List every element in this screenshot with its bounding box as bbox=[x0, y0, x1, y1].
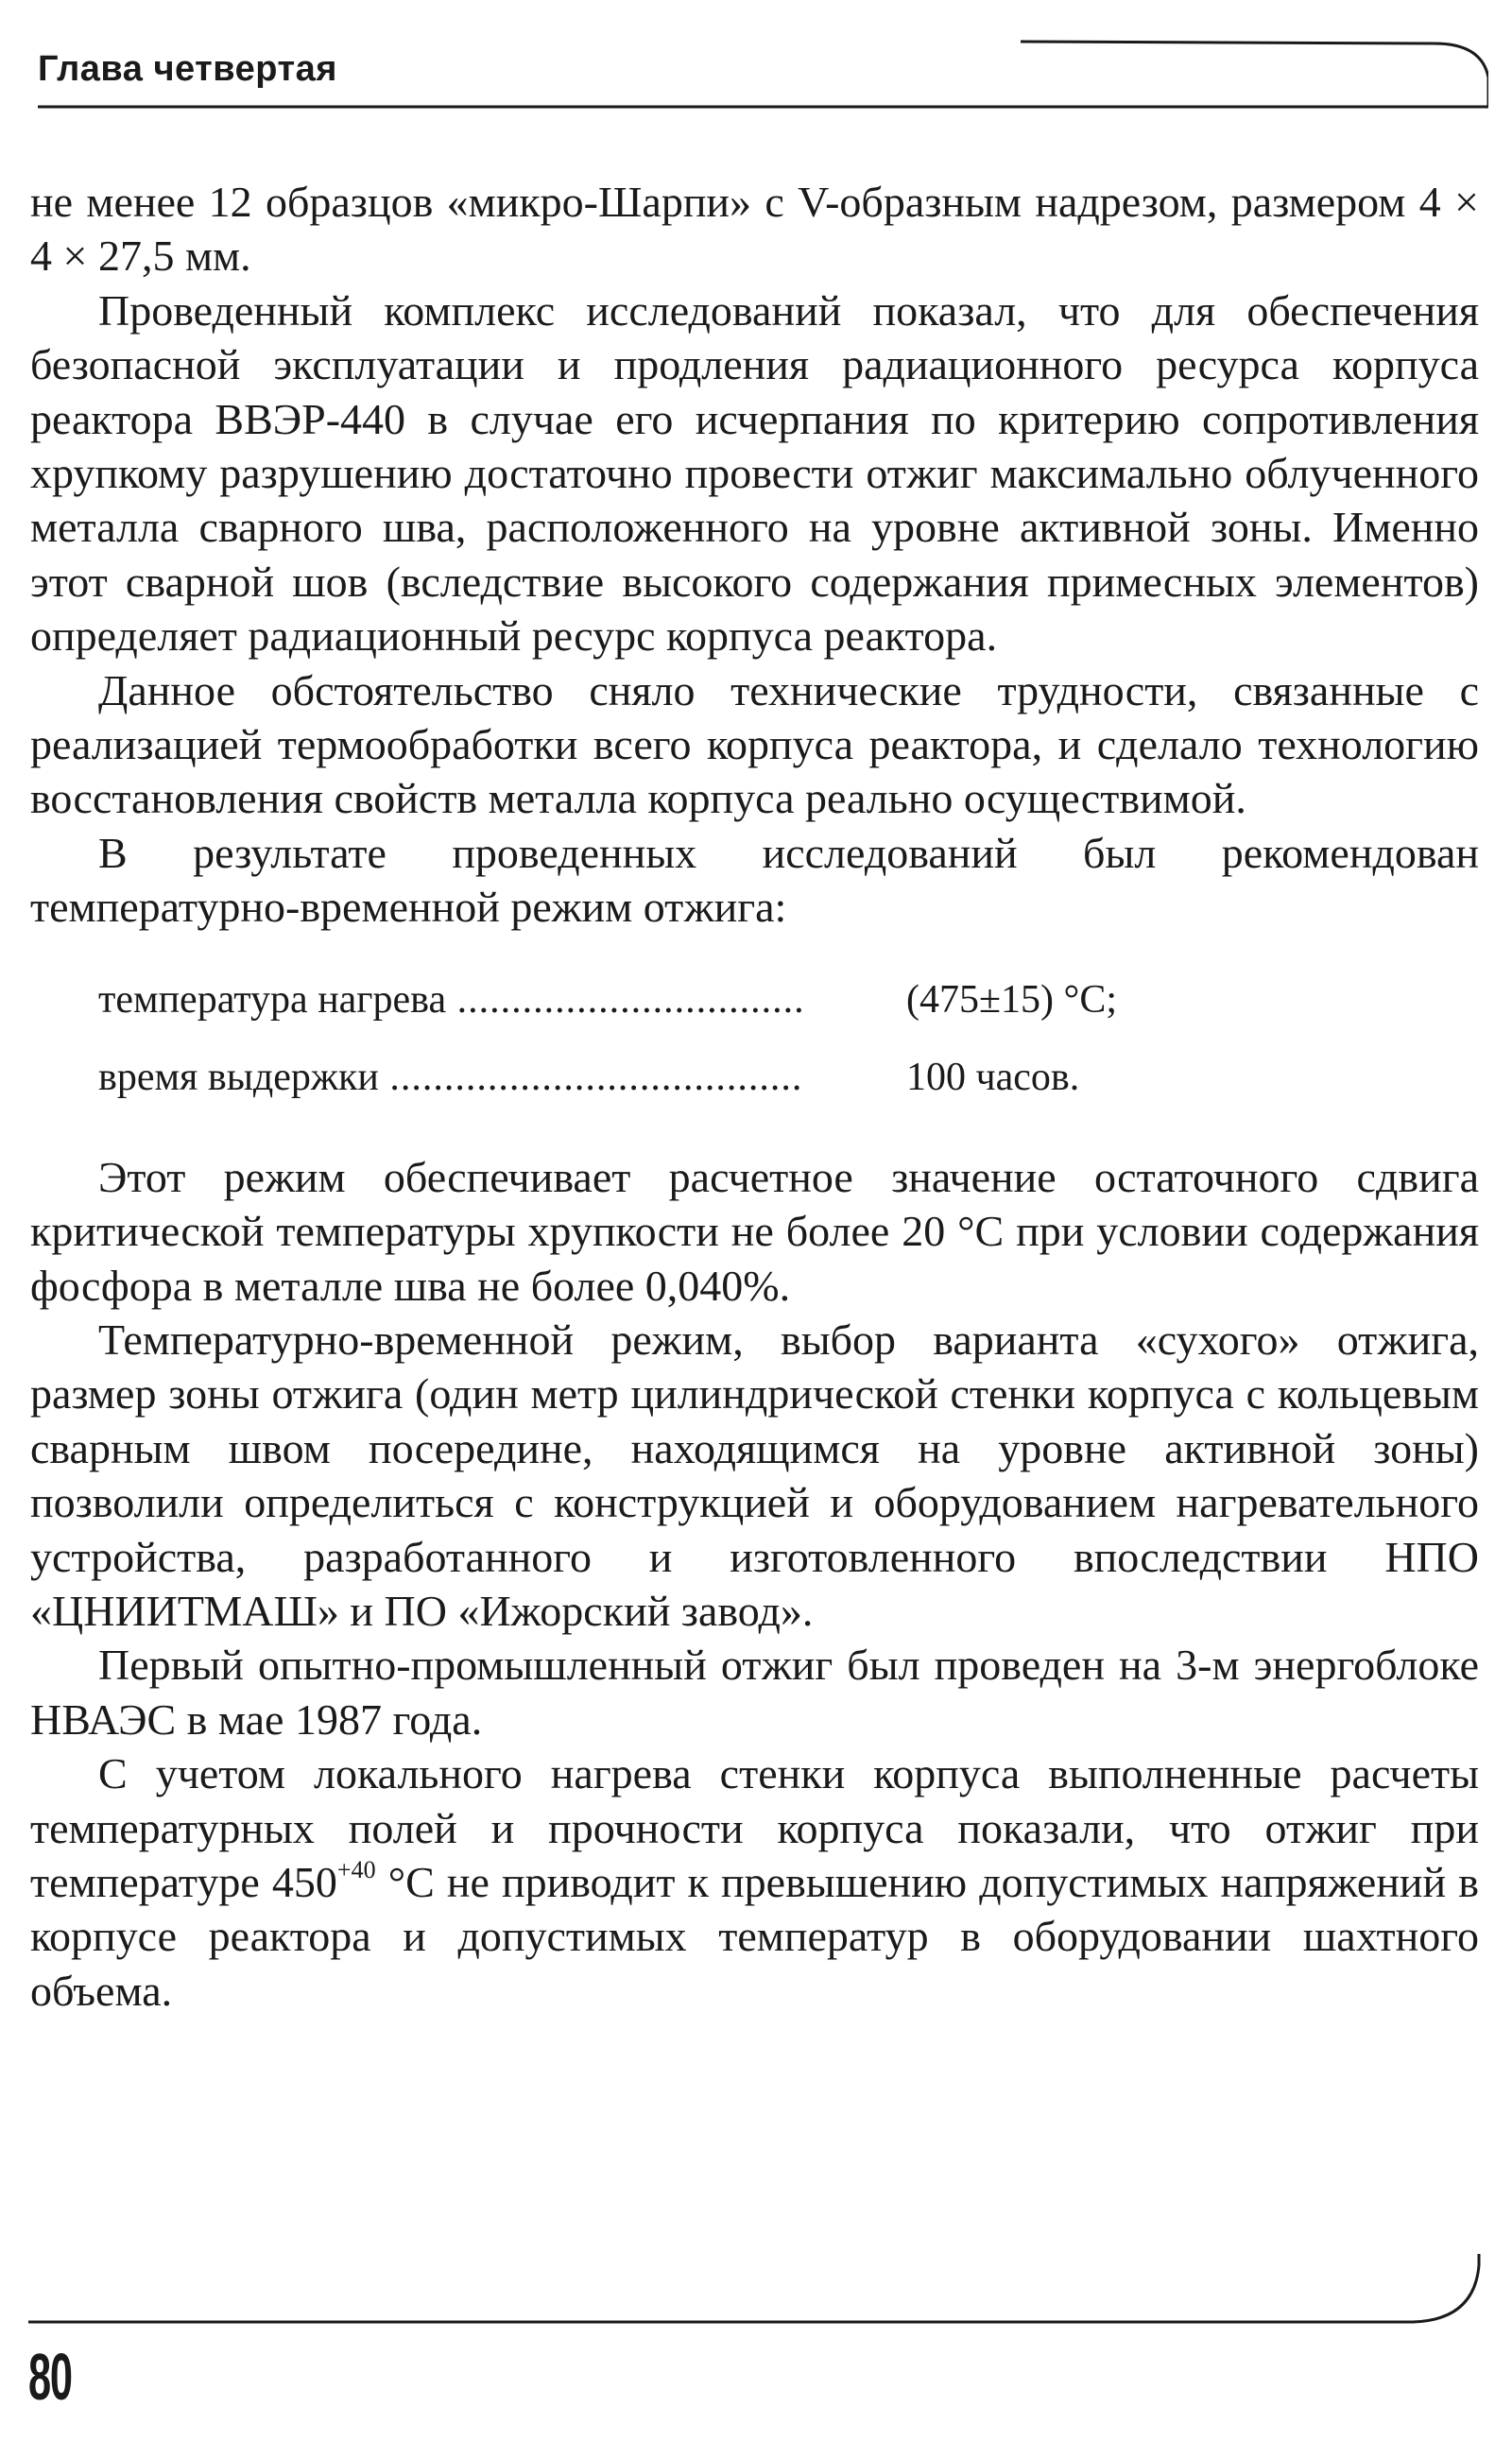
spec-label: время выдержки ..... bbox=[98, 1039, 802, 1116]
spec-value: (475±15) °С; bbox=[906, 977, 1118, 1022]
paragraph: Этот режим обеспечивает расчетное значение остаточного сдвига критической температуры хрупкости не более 20 °С при условии содержания фосфора в металле шва не более 0,040%. bbox=[30, 1152, 1479, 1310]
page-header bbox=[38, 38, 1488, 113]
temperature-tolerance: +40 bbox=[336, 1855, 376, 1883]
paragraph-text: С учетом локального нагрева стенки корпуса выполненные расчеты температурных полей и прочности корпуса показали, что отжиг при температуре 450 bbox=[30, 1749, 1479, 1906]
spec-row bbox=[98, 961, 1479, 1039]
paragraph-text: °С не приводит к превышению допустимых напряжений в корпусе реактора и допустимых температур в оборудовании шахтного объема. bbox=[30, 1857, 1479, 2015]
footer-rule bbox=[28, 2254, 1488, 2330]
paragraph bbox=[30, 1746, 1479, 2018]
paragraph: Данное обстоятельство сняло технические трудности, связанные с реализацией термообработки всего корпуса реактора, и сделало технологию восстановления свойств металла корпуса реально осуществимой. bbox=[30, 665, 1479, 823]
page-number: 80 bbox=[28, 2340, 72, 2414]
paragraph: Первый опытно-промышленный отжиг был проведен на 3-м энергоблоке НВАЭС в мае 1987 года. bbox=[30, 1641, 1479, 1744]
paragraph: Проведенный комплекс исследований показал, что для обеспечения безопасной эксплуатации и продления радиационного ресурса корпуса реактора ВВЭР-440 в случае его исчерпания по критерию сопротивления хрупкому разрушению достаточно провести отжиг максимально облученного металла сварного шва, расположенного на уровне активной зоны. Именно этот сварной шов (вследствие высокого содержания примесных элементов) определяет радиационный ресурс корпуса реактора. bbox=[30, 285, 1479, 661]
paragraph: В результате проведенных исследований был рекомендован температурно-временной режим отжига: bbox=[30, 828, 1479, 932]
spec-value: 100 часов. bbox=[906, 1055, 1080, 1099]
spec-label: температура нагрева ..... bbox=[98, 961, 802, 1039]
spec-row bbox=[98, 1039, 1479, 1116]
paragraph: Температурно-временной режим, выбор варианта «сухого» отжига, размер зоны отжига (один метр цилиндрической стенки корпуса с кольцевым сварным швом посередине, находящимся на уровне активной зоны) позволили определиться с конструкцией и оборудованием нагревательного устройства, разработанного и изготовленного впоследствии НПО «ЦНИИТМАШ» и ПО «Ижорский завод». bbox=[30, 1315, 1479, 1635]
annealing-mode-table bbox=[98, 961, 1479, 1116]
chapter-title: Глава четвертая bbox=[38, 49, 337, 89]
paragraph: не менее 12 образцов «микро-Шарпи» с V-образным надрезом, размером 4 × 4 × 27,5 мм. bbox=[30, 178, 1479, 281]
body-text bbox=[30, 175, 1479, 2018]
